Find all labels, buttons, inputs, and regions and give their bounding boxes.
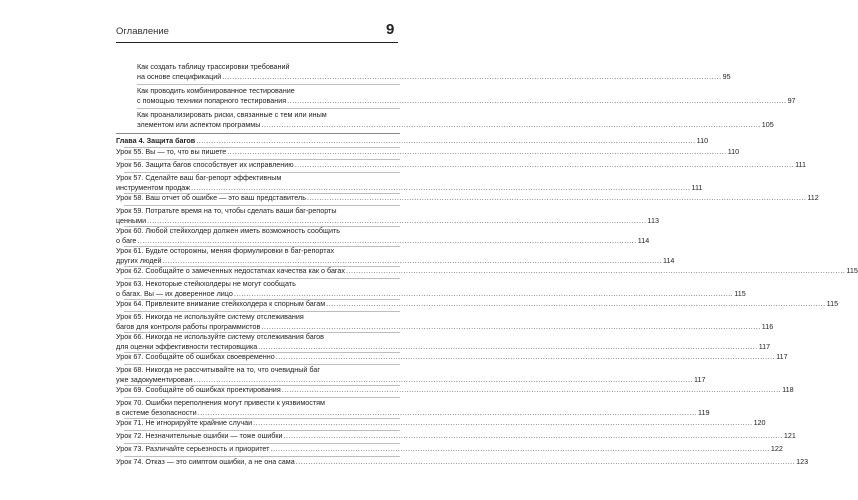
toc-entry-text: в системе безопасности	[116, 408, 197, 418]
toc-entry[interactable]	[116, 173, 703, 194]
dot-leader: ........................................................................................................................................................................................................	[233, 289, 734, 299]
toc-entry-text: Урок 71. Не игнорируйте крайние случаи	[116, 418, 253, 427]
toc-entry-text: Урок 64. Привлеките внимание стейкхолдера к спорным багам	[116, 299, 326, 308]
toc-entry-text: Урок 59. Потратьте время на то, чтобы сделать ваши баг-репорты	[116, 206, 337, 215]
toc-entry[interactable]	[116, 299, 839, 309]
dot-leader: ........................................................................................................................................................................................................	[196, 136, 696, 145]
page-number: 9	[386, 21, 395, 38]
toc-entry[interactable]	[116, 160, 807, 170]
toc-entry[interactable]	[116, 226, 650, 247]
toc-entry-text: Урок 70. Ошибки переполнения могут привести к уязвимостям	[116, 398, 325, 407]
toc-page-number: 121	[783, 431, 796, 440]
dot-leader: ........................................................................................................................................................................................................	[306, 193, 807, 202]
toc-entry[interactable]	[116, 332, 771, 353]
toc-entry[interactable]	[116, 193, 819, 203]
toc-page-number: 119	[698, 408, 710, 418]
toc-page-number: 114	[662, 256, 675, 266]
toc-page-number: 105	[761, 120, 774, 130]
toc-entry-text: Как создать таблицу трассировки требований	[137, 62, 290, 71]
toc-entry-text: о баге	[116, 236, 137, 246]
dot-leader: ........................................................................................................................................................................................................	[193, 375, 694, 385]
dot-leader: ........................................................................................................................................................................................................	[197, 408, 697, 418]
toc-entry[interactable]	[116, 266, 858, 276]
dot-leader: ........................................................................................................................................................................................................	[261, 322, 761, 332]
toc-chapter-entry[interactable]	[116, 136, 709, 146]
toc-entry-text: Урок 63. Некоторые стейкхолдеры не могут сообщать	[116, 279, 296, 288]
dot-leader: ........................................................................................................................................................................................................	[294, 160, 795, 169]
toc-entry-text: Урок 61. Будьте осторожны, меняя формулировки в баг-репортах	[116, 246, 335, 255]
toc-page-number: 122	[770, 444, 783, 453]
toc-entry[interactable]	[137, 86, 796, 107]
toc-entry-text: багов для контроля работы программистов	[116, 322, 261, 332]
toc-entry[interactable]	[116, 147, 740, 157]
toc-page-number: 120	[753, 418, 766, 427]
toc-entry-text: на основе спецификаций	[137, 72, 222, 82]
toc-entry[interactable]	[137, 110, 774, 131]
toc-entry-text: Урок 66. Никогда не используйте систему отслеживания багов	[116, 332, 324, 341]
header-rule	[116, 42, 398, 43]
toc-entry-text: Урок 62. Сообщайте о замеченных недостатках качества как о багах	[116, 266, 345, 275]
dot-leader: ........................................................................................................................................................................................................	[261, 120, 761, 130]
dot-leader: ........................................................................................................................................................................................................	[253, 418, 753, 427]
dot-leader: ........................................................................................................................................................................................................	[258, 342, 758, 352]
toc-page-number: 110	[696, 136, 709, 145]
toc-entry-text: ценными	[116, 216, 147, 226]
toc-entry[interactable]	[116, 279, 746, 300]
toc-entry[interactable]	[116, 418, 766, 428]
toc-entry-text: Урок 67. Сообщайте об ошибках своевременно	[116, 352, 275, 361]
dot-leader: ........................................................................................................................................................................................................	[137, 236, 637, 246]
dot-leader: ........................................................................................................................................................................................................	[326, 299, 826, 308]
dot-leader: ........................................................................................................................................................................................................	[275, 352, 776, 361]
running-header-title: Оглавление	[116, 26, 169, 37]
dot-leader: ........................................................................................................................................................................................................	[281, 385, 782, 394]
dot-leader: ........................................................................................................................................................................................................	[270, 444, 770, 453]
toc-entry-text: Урок 56. Защита багов способствует их исправлению	[116, 160, 294, 169]
toc-page-number: 117	[776, 352, 788, 361]
toc-entry-text: с помощью техники попарного тестирования	[137, 96, 287, 106]
toc-entry-text: Урок 72. Незначительные ошибки — тоже ошибки	[116, 431, 283, 440]
toc-entry-text: Урок 57. Сделайте ваш баг-репорт эффективным	[116, 173, 282, 182]
toc-entry-text: Урок 58. Ваш отчет об ошибке — это ваш представитель	[116, 193, 306, 202]
dot-leader: ........................................................................................................................................................................................................	[162, 256, 662, 266]
toc-entry-text: Как проанализировать риски, связанные с тем или иным	[137, 110, 327, 119]
toc-entry[interactable]	[116, 457, 809, 467]
toc-page-number: 113	[647, 216, 659, 226]
toc-entry[interactable]	[116, 365, 706, 386]
toc-entry[interactable]	[116, 206, 659, 227]
dot-leader: ........................................................................................................................................................................................................	[147, 216, 647, 226]
toc-entry-text: о багах. Вы — их доверенное лицо	[116, 289, 233, 299]
toc-entry-text: для оценки эффективности тестировщика	[116, 342, 258, 352]
toc-entry[interactable]	[116, 385, 794, 395]
toc-page-number: 114	[637, 236, 650, 246]
toc-page-number: 95	[722, 72, 731, 82]
dot-leader: ........................................................................................................................................................................................................	[222, 72, 722, 82]
toc-entry-text: Урок 73. Различайте серьезность и приоритет	[116, 444, 270, 453]
toc-entry[interactable]	[116, 352, 788, 362]
dot-leader: ........................................................................................................................................................................................................	[283, 431, 783, 440]
toc-entry-text: Урок 55. Вы — то, что вы пишете	[116, 147, 227, 156]
toc-entry[interactable]	[116, 398, 710, 419]
toc-entry[interactable]	[116, 246, 675, 267]
toc-entry-text: инструментом продаж	[116, 183, 191, 193]
toc-page-number: 116	[761, 322, 774, 332]
toc-entry[interactable]	[137, 62, 731, 83]
toc-page-number: 97	[787, 96, 796, 106]
toc-entry-text: Урок 69. Сообщайте об ошибках проектирования	[116, 385, 281, 394]
toc-entry[interactable]	[116, 444, 783, 454]
toc-page-number: 115	[846, 266, 858, 275]
toc-page-number: 117	[758, 342, 771, 352]
toc-entry[interactable]	[116, 431, 796, 441]
toc-page-number: 117	[694, 375, 706, 385]
toc-page-number: 115	[826, 299, 839, 308]
toc-page-number: 115	[734, 289, 746, 299]
toc-entry-text: элементом или аспектом программы	[137, 120, 261, 130]
toc-page-number: 123	[796, 457, 809, 466]
dot-leader: ........................................................................................................................................................................................................	[346, 266, 846, 275]
toc-entry-text: Как проводить комбинированное тестирование	[137, 86, 295, 95]
toc-page-number: 111	[691, 183, 703, 193]
toc-page-number: 111	[795, 160, 807, 169]
toc-entry-text: уже задокументирован	[116, 375, 193, 385]
toc-entry-text: Урок 74. Отказ — это симптом ошибки, а не она сама	[116, 457, 295, 466]
dot-leader: ........................................................................................................................................................................................................	[227, 147, 727, 156]
toc-page-number: 112	[807, 193, 819, 202]
toc-entry[interactable]	[116, 312, 774, 333]
toc-entry-text: Урок 65. Никогда не используйте систему отслеживания	[116, 312, 304, 321]
toc-entry-text: Урок 60. Любой стейкхолдер должен иметь возможность сообщить	[116, 226, 341, 235]
dot-leader: ........................................................................................................................................................................................................	[287, 96, 787, 106]
toc-entry-text: Глава 4. Защита багов	[116, 136, 196, 145]
entry-separator	[116, 133, 400, 134]
toc-page-number: 118	[782, 385, 794, 394]
toc-page-number: 110	[727, 147, 740, 156]
toc-entry-text: других людей	[116, 256, 162, 266]
dot-leader: ........................................................................................................................................................................................................	[191, 183, 691, 193]
dot-leader: ........................................................................................................................................................................................................	[295, 457, 796, 466]
toc-entry-text: Урок 68. Никогда не рассчитывайте на то, что очевидный баг	[116, 365, 320, 374]
